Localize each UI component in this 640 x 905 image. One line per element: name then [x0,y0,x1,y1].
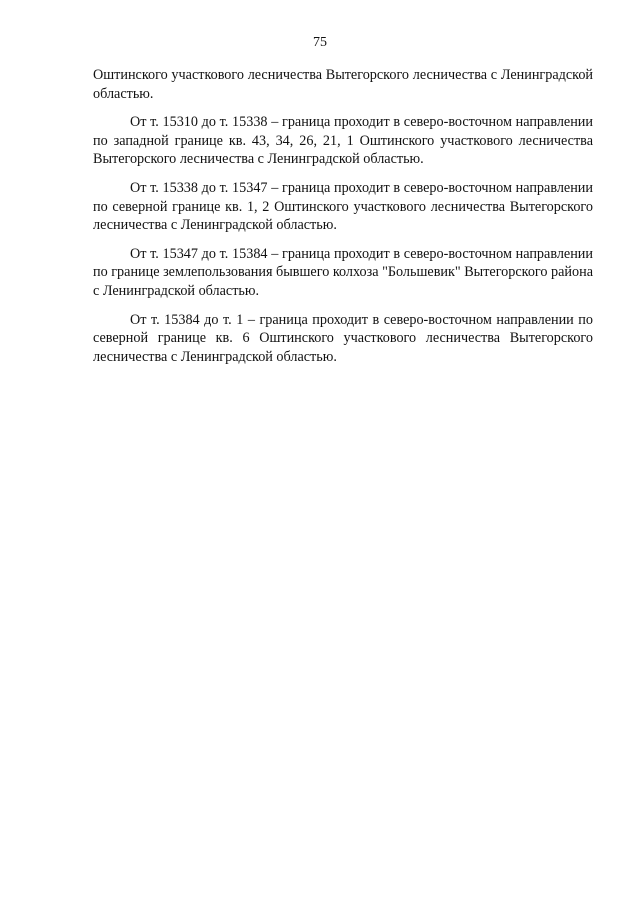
paragraph-segment-15338-15347: От т. 15338 до т. 15347 – граница проходит в северо-восточном направлении по северной границе кв. 1, 2 Оштинского участкового лесничества Вытегорского лесничества с Ленинградской областью. [93,179,593,234]
paragraph-segment-15310-15338: От т. 15310 до т. 15338 – граница проходит в северо-восточном направлении по западной границе кв. 43, 34, 26, 21, 1 Оштинского участкового лесничества Вытегорского лесничества с Ленинградской областью. [93,114,593,168]
paragraph-segment-15384-1: От т. 15384 до т. 1 – граница проходит в северо-восточном направлении по северной границе кв. 6 Оштинского участкового лесничества Вытегорского лесничества с Ленинградской областью. [93,311,593,365]
paragraph-segment-15347-15384: От т. 15347 до т. 15384 – граница проходит в северо-восточном направлении по границе землепользования бывшего колхоза "Большевик" Вытегорского района с Ленинградской областью. [93,245,594,299]
paragraph-continuation: Оштинского участкового лесничества Вытегорского лесничества с Ленинградской областью. [93,67,593,102]
page-number: 75 [313,35,327,50]
document-body [93,66,593,376]
